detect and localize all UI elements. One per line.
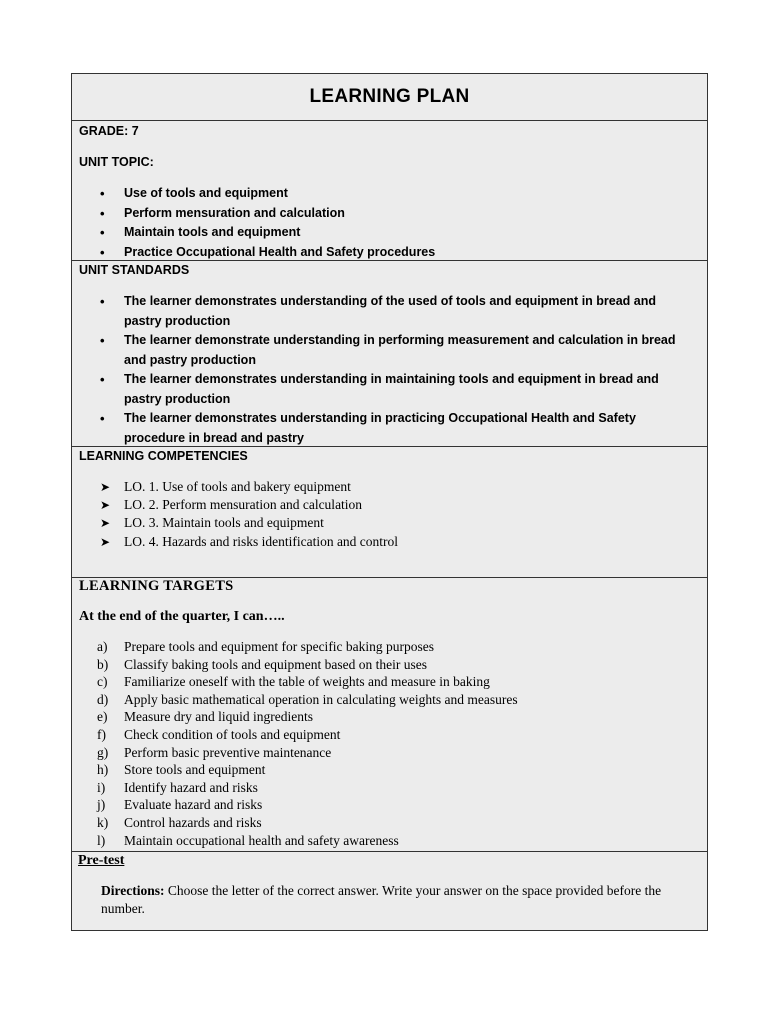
arrow-bullet-icon: ➤ (100, 498, 111, 513)
grade-label: GRADE: 7 (79, 124, 139, 138)
page-title: LEARNING PLAN (309, 86, 470, 107)
learning-targets-section (72, 577, 707, 851)
list-item: i) Identify hazard and risks (97, 779, 258, 795)
unit-topic-heading: UNIT TOPIC: (79, 155, 154, 169)
directions-label: Directions: (101, 883, 165, 898)
list-item: c) Familiarize oneself with the table of weights and measure in baking (97, 674, 490, 690)
list-item: j) Evaluate hazard and risks (97, 797, 263, 813)
list-item: • Maintain tools and equipment (100, 223, 693, 243)
arrow-bullet-icon: ➤ (100, 480, 111, 494)
learning-competencies-list (100, 478, 398, 551)
list-item: • Practice Occupational Health and Safety procedures (100, 243, 693, 263)
title-section (72, 74, 707, 120)
list-item: • Use of tools and equipment (100, 184, 693, 204)
grade-topic-section (72, 120, 707, 260)
list-item: l) Maintain occupational health and safety awareness (97, 832, 399, 848)
list-item: b) Classify baking tools and equipment based on their uses (97, 656, 427, 672)
list-item: • The learner demonstrates understanding in maintaining tools and equipment in bread and pastry production (100, 370, 693, 409)
unit-standards-heading: UNIT STANDARDS (79, 263, 190, 277)
learning-targets-heading: LEARNING TARGETS (79, 578, 234, 594)
learning-targets-list (97, 638, 518, 849)
learning-plan-table (71, 73, 708, 931)
list-item: h) Store tools and equipment (97, 762, 266, 778)
list-item: • Perform mensuration and calculation (100, 204, 693, 224)
unit-standards-list (100, 292, 693, 448)
pretest-directions (101, 882, 677, 918)
learning-competencies-heading: LEARNING COMPETENCIES (79, 449, 248, 463)
list-item: a) Prepare tools and equipment for specific baking purposes (97, 639, 435, 654)
arrow-bullet-icon: ➤ (100, 534, 111, 549)
arrow-bullet-icon: ➤ (100, 516, 111, 531)
list-item: • The learner demonstrate understanding in performing measurement and calculation in bread and pastry production (100, 331, 693, 370)
list-item: • The learner demonstrates understanding of the used of tools and equipment in bread and pastry production (100, 292, 693, 331)
learning-targets-subheading: At the end of the quarter, I can….. (79, 609, 285, 624)
unit-standards-section (72, 260, 707, 446)
learning-competencies-section (72, 446, 707, 577)
directions-text: Choose the letter of the correct answer. Write your answer on the space provided before the number. (101, 883, 662, 916)
list-item: k) Control hazards and risks (97, 814, 262, 830)
list-item: e) Measure dry and liquid ingredients (97, 709, 313, 725)
list-item: f) Check condition of tools and equipment (97, 726, 341, 742)
list-item: d) Apply basic mathematical operation in calculating weights and measures (97, 691, 518, 707)
list-item: g) Perform basic preventive maintenance (97, 744, 332, 760)
list-item: ➤ LO. 3. Maintain tools and equipment (100, 514, 398, 532)
list-item: • The learner demonstrates understanding in practicing Occupational Health and Safety procedure in bread and pastry (100, 409, 693, 448)
list-item: ➤ LO. 4. Hazards and risks identification and control (100, 533, 398, 551)
pretest-section (72, 851, 707, 930)
list-item: ➤ LO. 2. Perform mensuration and calculation (100, 496, 398, 514)
pretest-heading: Pre-test (78, 853, 125, 868)
list-item: ➤ LO. 1. Use of tools and bakery equipment (100, 478, 398, 496)
unit-topic-list (100, 184, 693, 262)
